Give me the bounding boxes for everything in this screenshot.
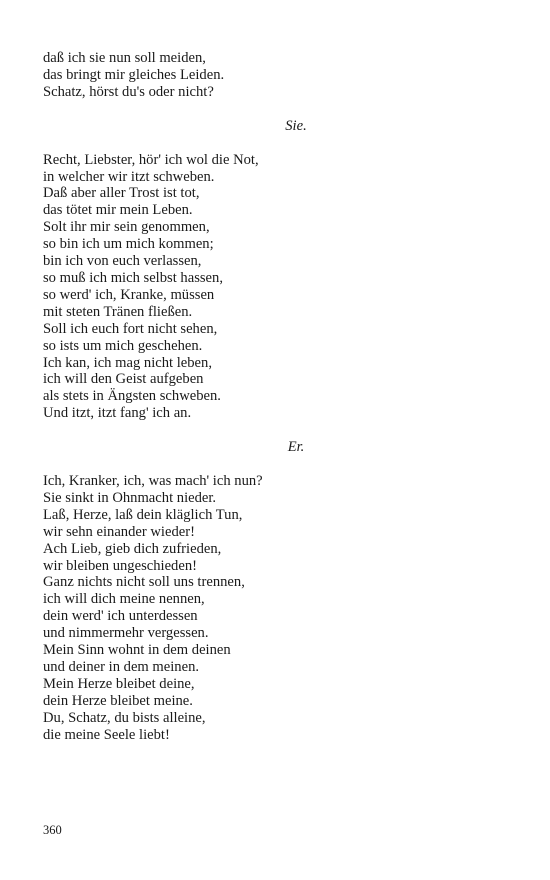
verse-line: Solt ihr mir sein genommen, bbox=[43, 219, 210, 236]
verse-line: wir bleiben ungeschieden! bbox=[43, 557, 197, 574]
verse-line: als stets in Ängsten schweben. bbox=[43, 388, 221, 405]
verse-line: Mein Herze bleibet deine, bbox=[43, 675, 195, 692]
page-number: 360 bbox=[43, 823, 62, 837]
verse-line: daß ich sie nun soll meiden, bbox=[43, 50, 206, 66]
verse-line: in welcher wir itzt schweben. bbox=[43, 168, 215, 185]
verse-line: mit steten Tränen fließen. bbox=[43, 303, 193, 320]
verse-line: Mein Sinn wohnt in dem deinen bbox=[43, 642, 231, 659]
verse-line: Recht, Liebster, hör' ich wol die Not, bbox=[43, 151, 259, 168]
verse-line: ich will den Geist aufgeben bbox=[43, 371, 204, 388]
verse-line: dein Herze bleibet meine. bbox=[43, 692, 193, 709]
verse-line: Du, Schatz, du bists alleine, bbox=[43, 709, 206, 726]
verse-line: bin ich von euch verlassen, bbox=[43, 253, 202, 270]
verse-line: Ach Lieb, gieb dich zufrieden, bbox=[43, 540, 222, 557]
speaker-label: Er. bbox=[287, 439, 305, 456]
stanza bbox=[43, 473, 513, 744]
poem-body bbox=[43, 50, 513, 744]
verse-line: die meine Seele liebt! bbox=[43, 726, 170, 743]
verse-line: dein werd' ich unterdessen bbox=[43, 608, 198, 625]
verse-line: Laß, Herze, laß dein kläglich Tun, bbox=[43, 506, 243, 523]
stanza bbox=[43, 50, 513, 101]
verse-line: wir sehn einander wieder! bbox=[43, 523, 195, 540]
verse-line: so werd' ich, Kranke, müssen bbox=[43, 286, 215, 303]
verse-line: so bin ich um mich kommen; bbox=[43, 236, 214, 253]
verse-line: so muß ich mich selbst hassen, bbox=[43, 269, 223, 286]
verse-line: so ists um mich geschehen. bbox=[43, 337, 203, 354]
verse-line: das tötet mir mein Leben. bbox=[43, 202, 193, 219]
verse-line: und deiner in dem meinen. bbox=[43, 659, 200, 675]
verse-line: Schatz, hörst du's oder nicht? bbox=[43, 83, 214, 100]
speaker-label: Sie. bbox=[285, 117, 307, 134]
stanza bbox=[43, 152, 513, 423]
verse-line: ich will dich meine nennen, bbox=[43, 591, 205, 608]
verse-line: Daß aber aller Trost ist tot, bbox=[43, 185, 200, 202]
verse-line: Ganz nichts nicht soll uns trennen, bbox=[43, 574, 245, 591]
poem-page bbox=[43, 50, 513, 744]
verse-line: Sie sinkt in Ohnmacht nieder. bbox=[43, 489, 217, 506]
verse-line: Soll ich euch fort nicht sehen, bbox=[43, 320, 218, 337]
verse-line: das bringt mir gleiches Leiden. bbox=[43, 66, 225, 83]
verse-line: und nimmermehr vergessen. bbox=[43, 625, 209, 642]
verse-line: Ich, Kranker, ich, was mach' ich nun? bbox=[43, 473, 263, 490]
verse-line: Ich kan, ich mag nicht leben, bbox=[43, 354, 212, 371]
verse-line: Und itzt, itzt fang' ich an. bbox=[43, 405, 192, 422]
